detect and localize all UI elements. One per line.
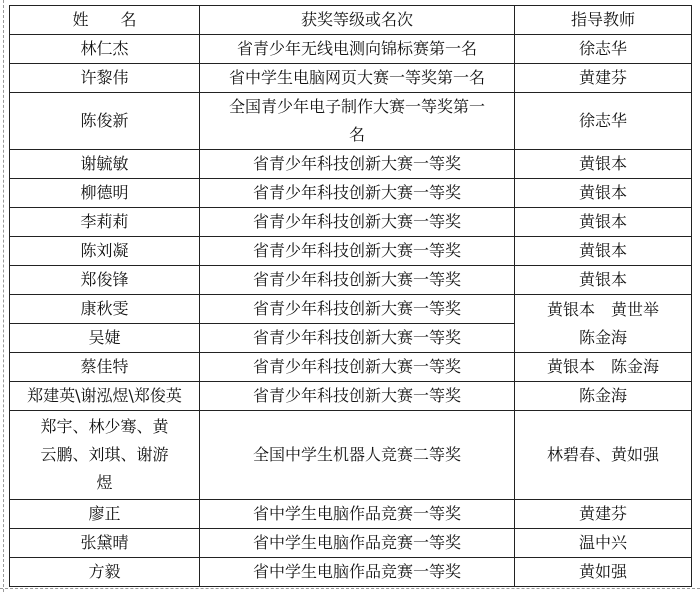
cell-teacher: 黄建芬 — [515, 500, 692, 529]
cell-name: 陈刘凝 — [10, 237, 200, 266]
header-row — [10, 6, 692, 35]
cell-name: 廖正 — [10, 500, 200, 529]
cell-name: 蔡佳特 — [10, 353, 200, 382]
table-row — [10, 353, 692, 382]
awards-table — [9, 5, 692, 587]
cell-award: 省青少年科技创新大赛一等奖 — [200, 150, 515, 179]
cell-teacher: 温中兴 — [515, 529, 692, 558]
cell-name: 谢毓敏 — [10, 150, 200, 179]
cell-teacher: 黄如强 — [515, 558, 692, 587]
cell-name: 郑建英\谢泓煜\郑俊英 — [10, 382, 200, 411]
table-row — [10, 295, 692, 324]
cell-name: 郑宇、林少骞、黄云鹏、刘琪、谢游煜 — [10, 411, 200, 500]
table-row — [10, 558, 692, 587]
cell-name: 方毅 — [10, 558, 200, 587]
table-row — [10, 382, 692, 411]
cell-teacher: 黄银本 — [515, 237, 692, 266]
margin-guide-horizontal — [0, 588, 700, 589]
header-teacher: 指导教师 — [515, 6, 692, 35]
cell-teacher: 徐志华 — [515, 35, 692, 64]
header-award: 获奖等级或名次 — [200, 6, 515, 35]
table-row — [10, 266, 692, 295]
cell-award: 省中学生电脑作品竞赛一等奖 — [200, 558, 515, 587]
cell-award: 全国中学生机器人竞赛二等奖 — [200, 411, 515, 500]
cell-award: 省青少年科技创新大赛一等奖 — [200, 382, 515, 411]
header-name: 姓 名 — [10, 6, 200, 35]
cell-name: 许黎伟 — [10, 64, 200, 93]
cell-award: 省青少年科技创新大赛一等奖 — [200, 266, 515, 295]
cell-teacher: 徐志华 — [515, 93, 692, 150]
cell-name: 张黛晴 — [10, 529, 200, 558]
cell-award: 省中学生电脑作品竞赛一等奖 — [200, 500, 515, 529]
cell-award: 省中学生电脑网页大赛一等奖第一名 — [200, 64, 515, 93]
cell-award: 省青少年科技创新大赛一等奖 — [200, 237, 515, 266]
cell-teacher: 黄银本 — [515, 150, 692, 179]
cell-award: 省青少年科技创新大赛一等奖 — [200, 353, 515, 382]
cell-teacher: 林碧春、黄如强 — [515, 411, 692, 500]
table-row — [10, 150, 692, 179]
cell-name: 陈俊新 — [10, 93, 200, 150]
cell-award: 省青少年科技创新大赛一等奖 — [200, 208, 515, 237]
table-row — [10, 529, 692, 558]
table-row — [10, 64, 692, 93]
cell-name: 吴婕 — [10, 324, 200, 353]
table-row — [10, 500, 692, 529]
margin-guide-vertical — [3, 0, 4, 592]
cell-award: 省青少年无线电测向锦标赛第一名 — [200, 35, 515, 64]
cell-name: 郑俊锋 — [10, 266, 200, 295]
cell-teacher: 黄银本 黄世举 陈金海 — [515, 295, 692, 353]
cell-name: 林仁杰 — [10, 35, 200, 64]
table-row — [10, 93, 692, 150]
cell-teacher: 黄银本 — [515, 208, 692, 237]
cell-award: 省中学生电脑作品竞赛一等奖 — [200, 529, 515, 558]
table-row — [10, 411, 692, 500]
cell-teacher: 黄建芬 — [515, 64, 692, 93]
cell-teacher: 黄银本 陈金海 — [515, 353, 692, 382]
table-row — [10, 237, 692, 266]
cell-teacher: 黄银本 — [515, 266, 692, 295]
cell-name: 康秋雯 — [10, 295, 200, 324]
cell-teacher: 黄银本 — [515, 179, 692, 208]
table-row — [10, 208, 692, 237]
cell-award: 省青少年科技创新大赛一等奖 — [200, 295, 515, 324]
table-row — [10, 179, 692, 208]
cell-award: 省青少年科技创新大赛一等奖 — [200, 324, 515, 353]
table-row — [10, 35, 692, 64]
cell-award: 全国青少年电子制作大赛一等奖第一名 — [200, 93, 515, 150]
cell-name: 李莉莉 — [10, 208, 200, 237]
cell-name: 柳德明 — [10, 179, 200, 208]
cell-award: 省青少年科技创新大赛一等奖 — [200, 179, 515, 208]
cell-teacher: 陈金海 — [515, 382, 692, 411]
